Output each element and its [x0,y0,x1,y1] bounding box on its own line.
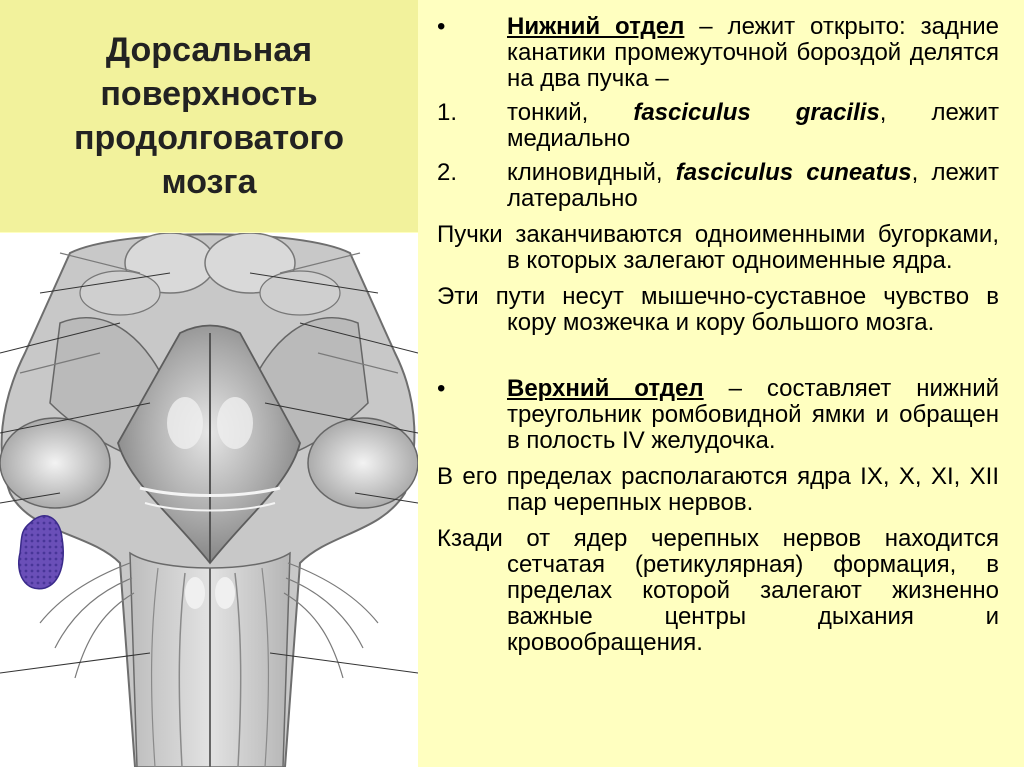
latin-term: fasciculus gracilis [633,99,880,126]
lower-section-heading: Нижний отдел [507,13,685,40]
item-text: тонкий, [507,99,634,126]
list-number: 1. [437,99,458,126]
brainstem-drawing [0,233,418,767]
paragraph: Эти пути несут мышечно-суставное чувство в кору мозжечка и кору большого мозга. [437,283,999,336]
bullet-marker: • [437,13,446,40]
paragraph: В его пределах располагаются ядра IX, X, XI, XII пар черепных нервов. [437,463,999,516]
paragraph: Пучки заканчиваются одноименными бугорками, в которых залегают одноименные ядра. [437,221,999,274]
content-text [437,14,999,656]
list-item [437,100,999,152]
upper-section-bullet [437,376,999,454]
latin-term: fasciculus cuneatus [675,159,912,186]
title-box [0,0,418,232]
list-number: 2. [437,159,458,186]
bullet-marker: • [437,375,446,402]
lower-section-text: – лежит открыто: задние канатики промежуточной бороздой делятся на два пучка – [507,13,999,92]
upper-section-heading: Верхний отдел [507,375,704,402]
list-item [437,160,999,212]
item-text: клиновидный, [507,159,676,186]
brainstem-illustration [0,233,418,767]
lower-section-bullet [437,14,999,92]
slide-title: Дорсальная поверхность продолговатого мозга [73,31,345,201]
upper-section-text: – составляет нижний треугольник ромбовидной ямки и обращен в полость IV желудочка. [507,375,999,454]
paragraph: Кзади от ядер черепных нервов находится сетчатая (ретикулярная) формация, в пределах которой залегают жизненно важные центры дыхания и кровообращения. [437,525,999,656]
item-text: , лежит латерально [507,159,1000,212]
item-text: , лежит медиально [507,99,999,152]
